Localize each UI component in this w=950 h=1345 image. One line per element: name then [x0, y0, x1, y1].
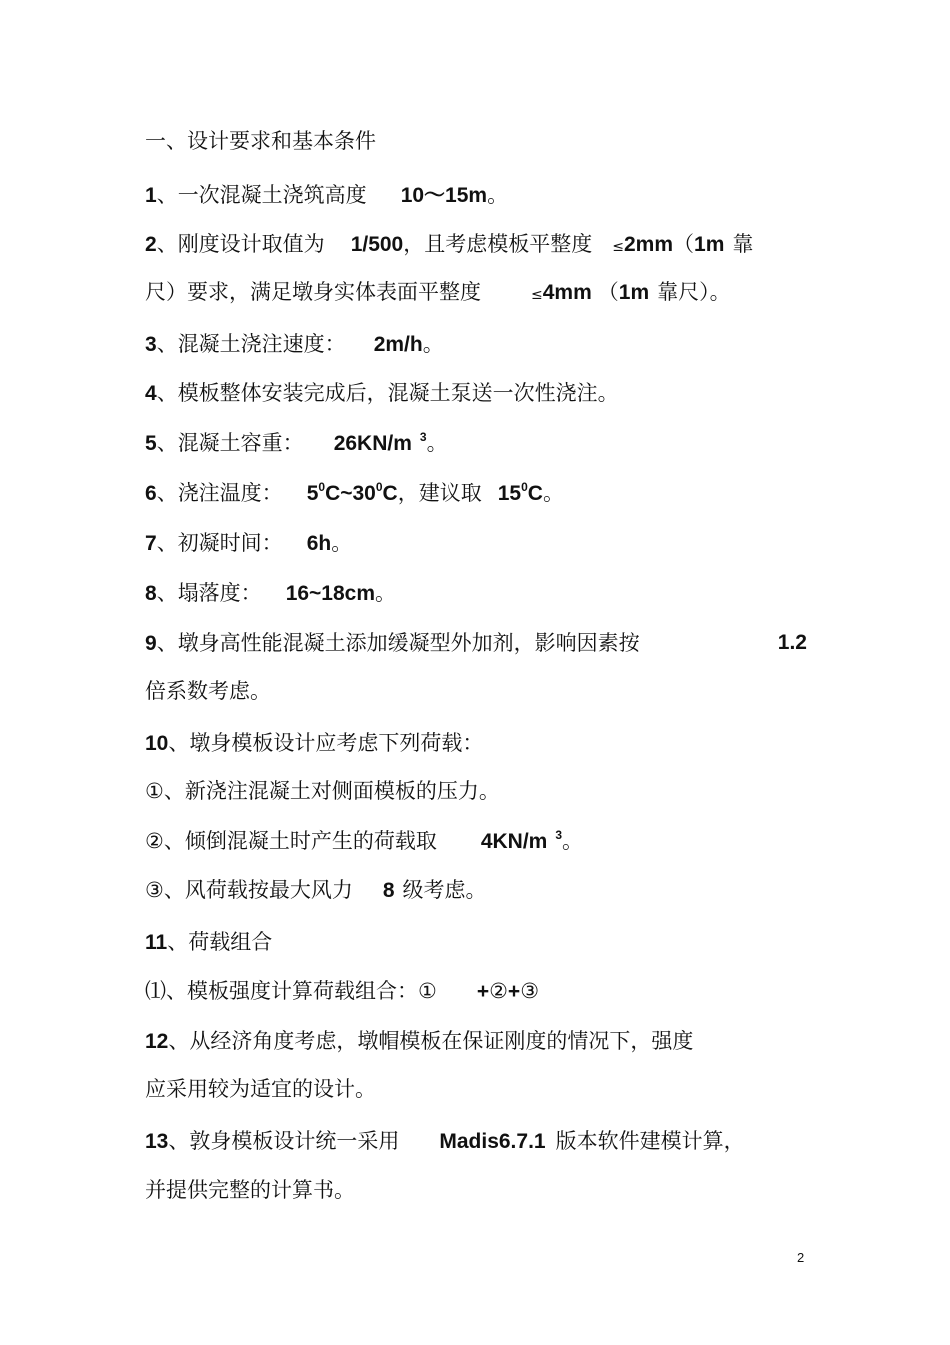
item-12-line-2: 应采用较为适宜的设计。 [145, 1077, 376, 1101]
item-1: 1、一次混凝土浇筑高度 10～15m。 [145, 183, 509, 207]
item-11: 11、荷载组合 [145, 930, 273, 954]
item-9-line-2: 倍系数考虑。 [145, 679, 271, 703]
item-4: 4、模板整体安装完成后，混凝土泵送一次性浇注。 [145, 381, 619, 405]
page-number: 2 [797, 1250, 805, 1265]
item-9-line-1: 9、墩身高性能混凝土添加缓凝型外加剂，影响因素按 1.2 [145, 631, 807, 655]
item-10-sub-2: ②、倾倒混凝土时产生的荷载取 4KN/m $^3$。 [145, 828, 584, 853]
item-13-line-2: 并提供完整的计算书。 [145, 1178, 355, 1202]
item-10-sub-3: ③、风荷载按最大风力 8 级考虑。 [145, 878, 487, 902]
item-13-line-1: 13、敦身模板设计统一采用 Madis6.7.1 版本软件建模计算， [145, 1129, 745, 1153]
item-2-line-1: 2、刚度设计取值为 1/500，且考虑模板平整度 ≤2mm（1m 靠 [145, 232, 754, 256]
section-heading: 一、设计要求和基本条件 [145, 129, 376, 153]
item-3: 3、混凝土浇注速度： 2m/h。 [145, 332, 444, 356]
item-6: 6、浇注温度： $5^0C\sim 30^0C$，建议取 $15^0C$。 [145, 480, 564, 505]
item-5: 5、混凝土容重： 26KN/m $^3$。 [145, 430, 448, 455]
item-10: 10、墩身模板设计应考虑下列荷载： [145, 731, 484, 755]
item-2-line-2: 尺）要求，满足墩身实体表面平整度 ≤4mm （1m 靠尺）。 [145, 280, 731, 304]
item-8: 8、塌落度： 16~18cm。 [145, 581, 397, 605]
item-10-sub-1: ①、新浇注混凝土对侧面模板的压力。 [145, 779, 500, 803]
item-11-sub-1: ⑴、模板强度计算荷载组合：① +②+③ [145, 979, 540, 1003]
item-7: 7、初凝时间： 6h。 [145, 531, 353, 555]
item-12-line-1: 12、从经济角度考虑，墩帽模板在保证刚度的情况下，强度 [145, 1029, 694, 1053]
